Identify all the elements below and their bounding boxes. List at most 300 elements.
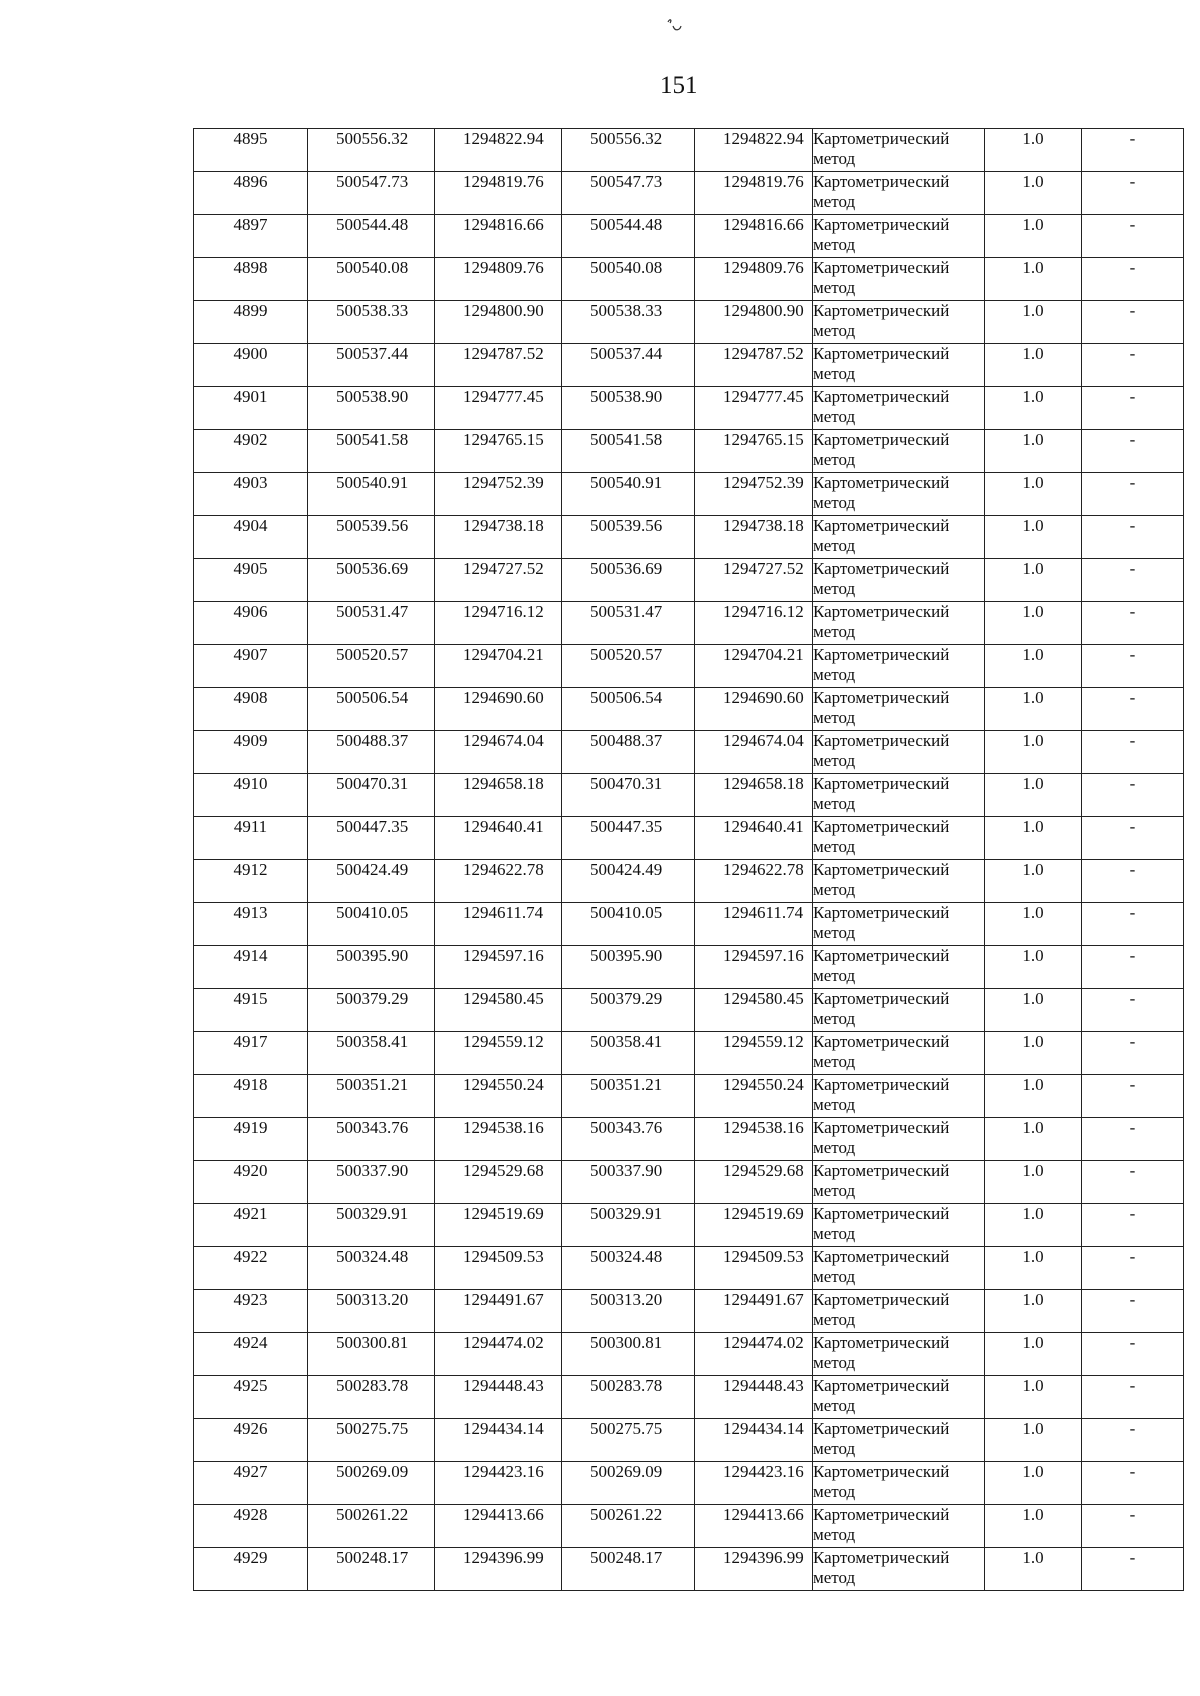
- y-new-value: 1294509.53: [723, 1247, 804, 1266]
- table-row: [194, 989, 1184, 1032]
- method-cell: [813, 301, 985, 344]
- x-old-value: 500379.29: [336, 989, 409, 1008]
- method-line1: Картометрический: [813, 1376, 950, 1395]
- y-new-value: 1294819.76: [723, 172, 804, 191]
- x-new-cell: [562, 258, 695, 301]
- y-new-cell: [695, 1376, 813, 1419]
- dash-cell: -: [1082, 387, 1184, 430]
- y-old-cell: [435, 1204, 562, 1247]
- coordinates-table: [193, 128, 1184, 1591]
- x-new-value: 500300.81: [590, 1333, 663, 1352]
- y-old-value: 1294538.16: [463, 1118, 544, 1137]
- point-number-cell: 4919: [194, 1118, 308, 1161]
- x-new-cell: [562, 1204, 695, 1247]
- x-old-cell: [308, 731, 435, 774]
- y-new-cell: [695, 946, 813, 989]
- table-row: [194, 860, 1184, 903]
- x-old-cell: [308, 989, 435, 1032]
- x-old-value: 500447.35: [336, 817, 409, 836]
- method-line2: метод: [813, 579, 856, 598]
- dash-cell: -: [1082, 344, 1184, 387]
- point-number-cell: 4929: [194, 1548, 308, 1591]
- y-new-value: 1294704.21: [723, 645, 804, 664]
- y-new-value: 1294474.02: [723, 1333, 804, 1352]
- method-line1: Картометрический: [813, 301, 950, 320]
- x-old-cell: [308, 1161, 435, 1204]
- y-new-cell: [695, 774, 813, 817]
- y-old-value: 1294622.78: [463, 860, 544, 879]
- x-new-value: 500379.29: [590, 989, 663, 1008]
- y-new-cell: [695, 731, 813, 774]
- y-old-value: 1294752.39: [463, 473, 544, 492]
- x-new-cell: [562, 1118, 695, 1161]
- x-old-value: 500329.91: [336, 1204, 409, 1223]
- point-number-cell: 4909: [194, 731, 308, 774]
- method-line1: Картометрический: [813, 774, 950, 793]
- x-new-value: 500539.56: [590, 516, 663, 535]
- method-line1: Картометрический: [813, 344, 950, 363]
- point-number-cell: 4925: [194, 1376, 308, 1419]
- method-line2: метод: [813, 1052, 856, 1071]
- method-line2: метод: [813, 880, 856, 899]
- y-old-cell: [435, 1462, 562, 1505]
- y-old-value: 1294434.14: [463, 1419, 544, 1438]
- method-line1: Картометрический: [813, 860, 950, 879]
- x-new-value: 500275.75: [590, 1419, 663, 1438]
- dash-cell: -: [1082, 1376, 1184, 1419]
- y-old-value: 1294690.60: [463, 688, 544, 707]
- y-new-value: 1294538.16: [723, 1118, 804, 1137]
- accuracy-cell: 1.0: [985, 1247, 1082, 1290]
- x-new-cell: [562, 645, 695, 688]
- method-line1: Картометрический: [813, 602, 950, 621]
- x-old-cell: [308, 688, 435, 731]
- x-new-cell: [562, 430, 695, 473]
- x-old-value: 500506.54: [336, 688, 409, 707]
- accuracy-cell: 1.0: [985, 215, 1082, 258]
- method-cell: [813, 516, 985, 559]
- method-cell: [813, 258, 985, 301]
- y-old-value: 1294738.18: [463, 516, 544, 535]
- y-new-value: 1294738.18: [723, 516, 804, 535]
- x-old-value: 500538.33: [336, 301, 409, 320]
- method-cell: [813, 602, 985, 645]
- x-new-value: 500470.31: [590, 774, 663, 793]
- point-number-cell: 4912: [194, 860, 308, 903]
- y-old-cell: [435, 1505, 562, 1548]
- method-line2: метод: [813, 1267, 856, 1286]
- y-new-value: 1294809.76: [723, 258, 804, 277]
- method-line1: Картометрический: [813, 903, 950, 922]
- y-old-value: 1294800.90: [463, 301, 544, 320]
- x-new-value: 500540.08: [590, 258, 663, 277]
- x-new-value: 500358.41: [590, 1032, 663, 1051]
- method-cell: [813, 1032, 985, 1075]
- x-old-value: 500283.78: [336, 1376, 409, 1395]
- y-old-cell: [435, 344, 562, 387]
- x-old-cell: [308, 1462, 435, 1505]
- table-row: [194, 1419, 1184, 1462]
- method-line2: метод: [813, 1181, 856, 1200]
- x-new-cell: [562, 1247, 695, 1290]
- y-old-cell: [435, 430, 562, 473]
- x-old-value: 500540.91: [336, 473, 409, 492]
- y-new-value: 1294690.60: [723, 688, 804, 707]
- dash-cell: -: [1082, 817, 1184, 860]
- y-old-value: 1294809.76: [463, 258, 544, 277]
- method-line1: Картометрический: [813, 645, 950, 664]
- dash-cell: -: [1082, 1333, 1184, 1376]
- y-new-value: 1294597.16: [723, 946, 804, 965]
- dash-cell: -: [1082, 559, 1184, 602]
- y-old-cell: [435, 645, 562, 688]
- x-old-value: 500351.21: [336, 1075, 409, 1094]
- x-old-cell: [308, 129, 435, 172]
- y-old-cell: [435, 1032, 562, 1075]
- x-old-cell: [308, 1505, 435, 1548]
- x-old-value: 500539.56: [336, 516, 409, 535]
- y-old-cell: [435, 731, 562, 774]
- y-old-value: 1294491.67: [463, 1290, 544, 1309]
- x-new-value: 500313.20: [590, 1290, 663, 1309]
- method-cell: [813, 645, 985, 688]
- y-old-cell: [435, 1376, 562, 1419]
- accuracy-cell: 1.0: [985, 1204, 1082, 1247]
- y-new-cell: [695, 989, 813, 1032]
- x-new-cell: [562, 301, 695, 344]
- x-old-cell: [308, 1419, 435, 1462]
- method-cell: [813, 1161, 985, 1204]
- point-number-cell: 4896: [194, 172, 308, 215]
- accuracy-cell: 1.0: [985, 1161, 1082, 1204]
- y-new-value: 1294727.52: [723, 559, 804, 578]
- method-line2: метод: [813, 364, 856, 383]
- point-number-cell: 4927: [194, 1462, 308, 1505]
- y-new-cell: [695, 1333, 813, 1376]
- x-old-value: 500541.58: [336, 430, 409, 449]
- method-line2: метод: [813, 1525, 856, 1544]
- table-row: [194, 1118, 1184, 1161]
- x-new-cell: [562, 774, 695, 817]
- method-line2: метод: [813, 665, 856, 684]
- method-line1: Картометрический: [813, 688, 950, 707]
- method-line2: метод: [813, 192, 856, 211]
- x-old-cell: [308, 1118, 435, 1161]
- y-old-cell: [435, 387, 562, 430]
- accuracy-cell: 1.0: [985, 129, 1082, 172]
- x-old-value: 500313.20: [336, 1290, 409, 1309]
- point-number-cell: 4921: [194, 1204, 308, 1247]
- y-new-cell: [695, 387, 813, 430]
- table-row: [194, 387, 1184, 430]
- table-row: [194, 1290, 1184, 1333]
- x-new-cell: [562, 387, 695, 430]
- x-new-cell: [562, 946, 695, 989]
- table-row: [194, 172, 1184, 215]
- x-new-cell: [562, 1505, 695, 1548]
- x-old-value: 500324.48: [336, 1247, 409, 1266]
- point-number-cell: 4924: [194, 1333, 308, 1376]
- y-old-cell: [435, 516, 562, 559]
- x-old-cell: [308, 344, 435, 387]
- method-line1: Картометрический: [813, 1548, 950, 1567]
- y-old-cell: [435, 688, 562, 731]
- x-old-cell: [308, 387, 435, 430]
- table-row: [194, 129, 1184, 172]
- y-old-cell: [435, 301, 562, 344]
- table-row: [194, 215, 1184, 258]
- method-line1: Картометрический: [813, 731, 950, 750]
- x-new-value: 500506.54: [590, 688, 663, 707]
- method-line2: метод: [813, 1224, 856, 1243]
- method-line2: метод: [813, 450, 856, 469]
- y-old-cell: [435, 172, 562, 215]
- method-line2: метод: [813, 235, 856, 254]
- y-old-cell: [435, 602, 562, 645]
- y-old-cell: [435, 1419, 562, 1462]
- method-cell: [813, 1247, 985, 1290]
- accuracy-cell: 1.0: [985, 559, 1082, 602]
- point-number-cell: 4915: [194, 989, 308, 1032]
- dash-cell: -: [1082, 1032, 1184, 1075]
- method-cell: [813, 1419, 985, 1462]
- method-cell: [813, 774, 985, 817]
- x-old-cell: [308, 645, 435, 688]
- y-old-value: 1294580.45: [463, 989, 544, 1008]
- method-line2: метод: [813, 149, 856, 168]
- point-number-cell: 4905: [194, 559, 308, 602]
- method-line2: метод: [813, 708, 856, 727]
- y-new-value: 1294752.39: [723, 473, 804, 492]
- accuracy-cell: 1.0: [985, 1462, 1082, 1505]
- x-old-cell: [308, 1376, 435, 1419]
- y-new-cell: [695, 1505, 813, 1548]
- x-old-value: 500547.73: [336, 172, 409, 191]
- x-old-cell: [308, 559, 435, 602]
- y-old-cell: [435, 860, 562, 903]
- table-row: [194, 1333, 1184, 1376]
- y-new-value: 1294519.69: [723, 1204, 804, 1223]
- method-line1: Картометрический: [813, 516, 950, 535]
- dash-cell: -: [1082, 645, 1184, 688]
- accuracy-cell: 1.0: [985, 602, 1082, 645]
- table-row: [194, 473, 1184, 516]
- x-new-value: 500540.91: [590, 473, 663, 492]
- x-new-value: 500547.73: [590, 172, 663, 191]
- method-line1: Картометрический: [813, 1075, 950, 1094]
- y-new-cell: [695, 1118, 813, 1161]
- dash-cell: -: [1082, 129, 1184, 172]
- y-old-value: 1294611.74: [463, 903, 544, 922]
- x-old-value: 500343.76: [336, 1118, 409, 1137]
- y-old-value: 1294640.41: [463, 817, 544, 836]
- y-old-value: 1294519.69: [463, 1204, 544, 1223]
- accuracy-cell: 1.0: [985, 903, 1082, 946]
- x-old-value: 500275.75: [336, 1419, 409, 1438]
- dash-cell: -: [1082, 1462, 1184, 1505]
- y-new-value: 1294396.99: [723, 1548, 804, 1567]
- method-cell: [813, 430, 985, 473]
- accuracy-cell: 1.0: [985, 1333, 1082, 1376]
- method-line1: Картометрический: [813, 1419, 950, 1438]
- y-old-value: 1294727.52: [463, 559, 544, 578]
- x-new-cell: [562, 817, 695, 860]
- method-line1: Картометрический: [813, 172, 950, 191]
- accuracy-cell: 1.0: [985, 860, 1082, 903]
- y-old-cell: [435, 817, 562, 860]
- x-new-cell: [562, 731, 695, 774]
- table-row: [194, 946, 1184, 989]
- method-line2: метод: [813, 923, 856, 942]
- y-new-cell: [695, 688, 813, 731]
- point-number-cell: 4926: [194, 1419, 308, 1462]
- y-old-value: 1294787.52: [463, 344, 544, 363]
- method-line1: Картометрический: [813, 946, 950, 965]
- y-new-cell: [695, 1419, 813, 1462]
- accuracy-cell: 1.0: [985, 1118, 1082, 1161]
- x-old-cell: [308, 860, 435, 903]
- dash-cell: -: [1082, 1247, 1184, 1290]
- method-line1: Картометрический: [813, 129, 950, 148]
- y-old-cell: [435, 559, 562, 602]
- y-old-value: 1294396.99: [463, 1548, 544, 1567]
- y-old-cell: [435, 1161, 562, 1204]
- x-new-cell: [562, 516, 695, 559]
- x-old-value: 500358.41: [336, 1032, 409, 1051]
- y-new-value: 1294716.12: [723, 602, 804, 621]
- method-line1: Картометрический: [813, 817, 950, 836]
- x-new-value: 500329.91: [590, 1204, 663, 1223]
- table-row: [194, 1505, 1184, 1548]
- y-new-value: 1294413.66: [723, 1505, 804, 1524]
- y-old-cell: [435, 129, 562, 172]
- x-new-cell: [562, 903, 695, 946]
- x-new-value: 500531.47: [590, 602, 663, 621]
- x-old-value: 500538.90: [336, 387, 409, 406]
- y-new-cell: [695, 301, 813, 344]
- dash-cell: -: [1082, 258, 1184, 301]
- x-new-cell: [562, 1419, 695, 1462]
- x-old-value: 500424.49: [336, 860, 409, 879]
- y-new-cell: [695, 1247, 813, 1290]
- accuracy-cell: 1.0: [985, 1290, 1082, 1333]
- x-new-cell: [562, 1548, 695, 1591]
- dash-cell: -: [1082, 473, 1184, 516]
- x-new-value: 500536.69: [590, 559, 663, 578]
- x-old-value: 500544.48: [336, 215, 409, 234]
- point-number-cell: 4903: [194, 473, 308, 516]
- y-new-cell: [695, 1032, 813, 1075]
- y-old-cell: [435, 1247, 562, 1290]
- point-number-cell: 4899: [194, 301, 308, 344]
- table-row: [194, 688, 1184, 731]
- x-new-value: 500520.57: [590, 645, 663, 664]
- method-line1: Картометрический: [813, 989, 950, 1008]
- method-cell: [813, 1505, 985, 1548]
- dash-cell: -: [1082, 903, 1184, 946]
- method-line1: Картометрический: [813, 1118, 950, 1137]
- point-number-cell: 4920: [194, 1161, 308, 1204]
- method-cell: [813, 817, 985, 860]
- method-line1: Картометрический: [813, 258, 950, 277]
- dash-cell: -: [1082, 1290, 1184, 1333]
- y-new-value: 1294777.45: [723, 387, 804, 406]
- x-new-value: 500351.21: [590, 1075, 663, 1094]
- y-new-cell: [695, 817, 813, 860]
- y-new-cell: [695, 172, 813, 215]
- method-cell: [813, 946, 985, 989]
- accuracy-cell: 1.0: [985, 645, 1082, 688]
- x-new-cell: [562, 1161, 695, 1204]
- method-line2: метод: [813, 1095, 856, 1114]
- y-new-value: 1294550.24: [723, 1075, 804, 1094]
- accuracy-cell: 1.0: [985, 172, 1082, 215]
- method-line1: Картометрический: [813, 1505, 950, 1524]
- dash-cell: -: [1082, 1075, 1184, 1118]
- y-old-value: 1294816.66: [463, 215, 544, 234]
- point-number-cell: 4897: [194, 215, 308, 258]
- y-old-cell: [435, 1548, 562, 1591]
- table-row: [194, 1462, 1184, 1505]
- y-new-value: 1294580.45: [723, 989, 804, 1008]
- y-old-value: 1294474.02: [463, 1333, 544, 1352]
- y-old-value: 1294777.45: [463, 387, 544, 406]
- x-new-value: 500248.17: [590, 1548, 663, 1567]
- accuracy-cell: 1.0: [985, 1505, 1082, 1548]
- x-new-cell: [562, 344, 695, 387]
- method-line2: метод: [813, 794, 856, 813]
- method-cell: [813, 1462, 985, 1505]
- method-cell: [813, 1333, 985, 1376]
- y-new-cell: [695, 1462, 813, 1505]
- table-row: [194, 1247, 1184, 1290]
- y-old-cell: [435, 215, 562, 258]
- y-old-value: 1294509.53: [463, 1247, 544, 1266]
- dash-cell: -: [1082, 215, 1184, 258]
- page-number: 151: [660, 72, 698, 99]
- dash-cell: -: [1082, 989, 1184, 1032]
- x-new-value: 500395.90: [590, 946, 663, 965]
- x-new-cell: [562, 473, 695, 516]
- dash-cell: -: [1082, 1204, 1184, 1247]
- method-line2: метод: [813, 1482, 856, 1501]
- method-line1: Картометрический: [813, 1462, 950, 1481]
- method-line2: метод: [813, 837, 856, 856]
- y-old-value: 1294550.24: [463, 1075, 544, 1094]
- x-old-cell: [308, 430, 435, 473]
- x-new-cell: [562, 172, 695, 215]
- x-old-cell: [308, 1548, 435, 1591]
- y-old-value: 1294658.18: [463, 774, 544, 793]
- y-new-value: 1294822.94: [723, 129, 804, 148]
- table-row: [194, 1548, 1184, 1591]
- dash-cell: -: [1082, 1505, 1184, 1548]
- method-cell: [813, 215, 985, 258]
- y-old-value: 1294423.16: [463, 1462, 544, 1481]
- dash-cell: -: [1082, 1548, 1184, 1591]
- dash-cell: -: [1082, 301, 1184, 344]
- y-new-value: 1294559.12: [723, 1032, 804, 1051]
- y-new-value: 1294787.52: [723, 344, 804, 363]
- y-old-value: 1294559.12: [463, 1032, 544, 1051]
- y-new-value: 1294622.78: [723, 860, 804, 879]
- method-cell: [813, 860, 985, 903]
- x-new-value: 500488.37: [590, 731, 663, 750]
- x-new-cell: [562, 1290, 695, 1333]
- method-cell: [813, 1118, 985, 1161]
- method-line2: метод: [813, 966, 856, 985]
- y-new-cell: [695, 602, 813, 645]
